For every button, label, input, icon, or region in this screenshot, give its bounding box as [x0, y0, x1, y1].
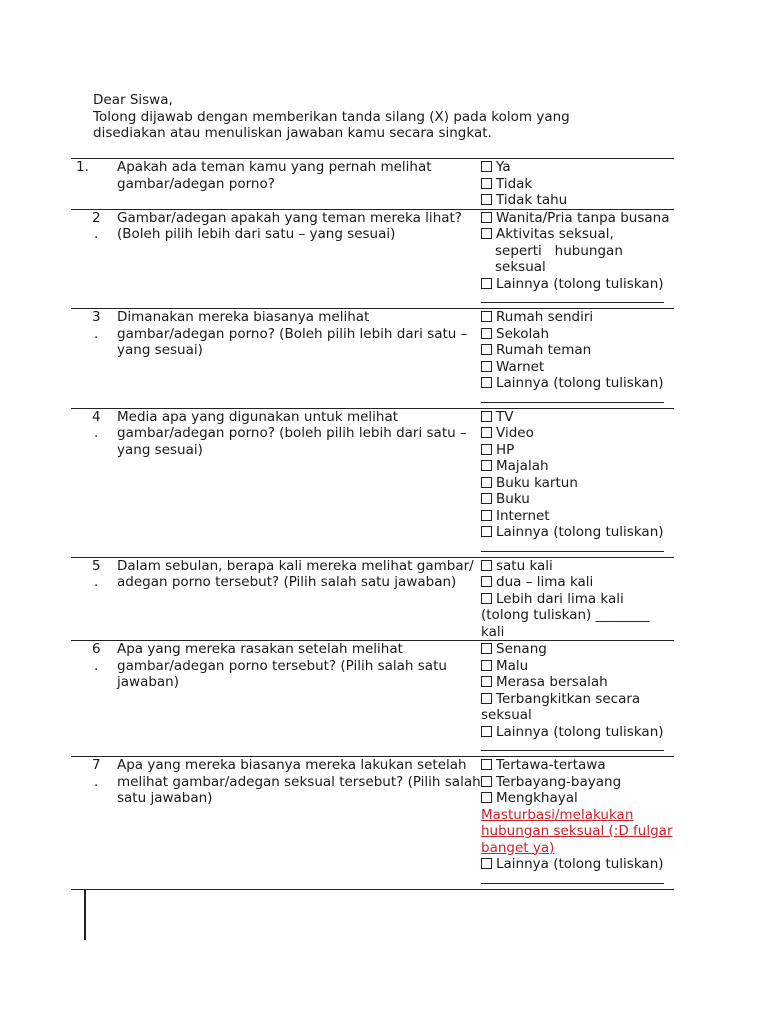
checkbox-icon[interactable] — [481, 328, 492, 339]
checkbox-icon[interactable] — [481, 526, 492, 537]
checkbox-icon[interactable] — [481, 858, 492, 869]
option-checkbox[interactable]: Tidak — [481, 176, 674, 193]
write-in-field[interactable]: (tolong tuliskan) ________ kali — [481, 607, 650, 640]
option-checkbox[interactable]: dua – lima kali — [481, 574, 674, 591]
question-row-1 — [71, 159, 674, 210]
checkbox-icon[interactable] — [481, 427, 492, 438]
checkbox-icon[interactable] — [481, 510, 492, 521]
option-checkbox[interactable]: Lainnya (tolong tuliskan) — [481, 375, 674, 392]
checkbox-icon[interactable] — [481, 759, 492, 770]
checkbox-icon[interactable] — [481, 361, 492, 372]
option-checkbox[interactable]: Tertawa-tertawa — [481, 757, 674, 774]
option-checkbox[interactable]: Ya — [481, 159, 674, 176]
question-number: 2 — [92, 209, 101, 226]
option-continuation: seperti hubungan — [495, 242, 623, 259]
questionnaire-table — [71, 158, 674, 890]
option-checkbox[interactable]: Lainnya (tolong tuliskan) — [481, 856, 674, 873]
option-checkbox[interactable]: Rumah sendiri — [481, 309, 674, 326]
question-text: Apa yang mereka rasakan setelah melihat gambar/adegan porno tersebut? (Pilih salah satu jawaban) — [117, 641, 447, 690]
checkbox-icon[interactable] — [481, 576, 492, 587]
question-number: 5 — [92, 557, 101, 574]
question-row-2: 2 . Gambar/adegan apakah yang teman mereka lihat? (Boleh pilih lebih dari satu – yang sesuai) Wanita/Pria tanpa busana Aktivitas seksual, seperti hubungan seksual Lainnya (tolong tuliskan) — [71, 209, 674, 309]
option-checkbox[interactable]: Warnet — [481, 359, 674, 376]
instruction-line-1: Tolong dijawab dengan memberikan tanda silang (X) pada kolom yang — [93, 108, 570, 125]
question-row-6: 6 . Apa yang mereka rasakan setelah melihat gambar/adegan porno tersebut? (Pilih salah satu jawaban) Senang Malu Merasa bersalah Terbangkitkan secara seksual Lainnya (tolong tuliskan) — [71, 641, 674, 757]
write-in-field[interactable] — [481, 740, 664, 751]
question-number: 3 — [92, 309, 101, 325]
option-checkbox[interactable]: Terbayang-bayang — [481, 774, 674, 791]
checkbox-icon[interactable] — [481, 676, 492, 687]
checkbox-icon[interactable] — [481, 493, 492, 504]
option-checkbox[interactable]: Sekolah — [481, 326, 674, 343]
checkbox-icon[interactable] — [481, 411, 492, 422]
question-text: Dalam sebulan, berapa kali mereka melihat gambar/ adegan porno tersebut? (Pilih salah satu jawaban) — [117, 557, 474, 590]
write-in-field[interactable] — [481, 541, 664, 552]
checkbox-icon[interactable] — [481, 194, 492, 205]
write-in-field[interactable] — [481, 873, 664, 884]
option-checkbox[interactable]: Rumah teman — [481, 342, 674, 359]
question-number: 4 — [92, 408, 101, 425]
option-checkbox[interactable]: Wanita/Pria tanpa busana — [481, 210, 674, 227]
option-continuation: seksual — [495, 259, 546, 275]
checkbox-icon[interactable] — [481, 377, 492, 388]
checkbox-icon[interactable] — [481, 477, 492, 488]
checkbox-icon[interactable] — [481, 693, 492, 704]
checkbox-icon[interactable] — [481, 212, 492, 223]
option-checkbox[interactable]: Tidak tahu — [481, 192, 674, 209]
question-text: Apakah ada teman kamu yang pernah melihat gambar/adegan porno? — [117, 159, 432, 192]
checkbox-icon[interactable] — [481, 178, 492, 189]
checkbox-icon[interactable] — [481, 460, 492, 471]
instruction-line-2: disediakan atau menuliskan jawaban kamu secara singkat. — [93, 125, 492, 141]
greeting: Dear Siswa, — [93, 92, 173, 108]
question-text: Gambar/adegan apakah yang teman mereka lihat? (Boleh pilih lebih dari satu – yang sesuai) — [117, 209, 462, 242]
checkbox-icon[interactable] — [481, 726, 492, 737]
checkbox-icon[interactable] — [481, 444, 492, 455]
tracked-change-text: Masturbasi/melakukan hubungan seksual (:D fulgar banget ya) — [481, 806, 673, 856]
checkbox-icon[interactable] — [481, 228, 492, 239]
question-row-4: 4 . Media apa yang digunakan untuk melihat gambar/adegan porno? (boleh pilih lebih dari satu – yang sesuai) TV Video HP Majalah Buku kartun Buku Internet Lainnya (tolong tuliskan) — [71, 408, 674, 557]
checkbox-icon[interactable] — [481, 344, 492, 355]
question-number: 1. — [76, 159, 89, 175]
question-row-3: 3 . Dimanakan mereka biasanya melihat gambar/adegan porno? (Boleh pilih lebih dari satu – yang sesuai) Rumah sendiri Sekolah Rumah teman Warnet Lainnya (tolong tuliskan) — [71, 309, 674, 409]
option-checkbox[interactable]: Majalah — [481, 458, 674, 475]
checkbox-icon[interactable] — [481, 776, 492, 787]
checkbox-icon[interactable] — [481, 660, 492, 671]
intro-block — [93, 92, 653, 142]
option-checkbox[interactable]: TV — [481, 409, 674, 426]
option-checkbox[interactable]: satu kali — [481, 558, 674, 575]
option-checkbox[interactable]: Video — [481, 425, 674, 442]
checkbox-icon[interactable] — [481, 593, 492, 604]
change-bar — [84, 890, 86, 940]
question-row-7: 7 . Apa yang mereka biasanya mereka lakukan setelah melihat gambar/adegan seksual tersebut? (Pilih salah satu jawaban) Tertawa-tertawa Terbayang-bayang Mengkhayal Masturbasi/melakukan hubungan seksual (:D fulgar banget ya) Lainnya (tolong tuliskan) — [71, 757, 674, 890]
question-text: Dimanakan mereka biasanya melihat gambar/adegan porno? (Boleh pilih lebih dari satu – yang sesuai) — [117, 309, 468, 358]
checkbox-icon[interactable] — [481, 311, 492, 322]
option-checkbox[interactable]: Merasa bersalah — [481, 674, 674, 691]
option-checkbox[interactable]: HP — [481, 442, 674, 459]
option-checkbox[interactable]: Malu — [481, 658, 674, 675]
option-checkbox[interactable]: Aktivitas seksual, — [481, 226, 674, 243]
question-number: 7 — [92, 757, 101, 773]
checkbox-icon[interactable] — [481, 560, 492, 571]
option-checkbox[interactable]: Lebih dari lima kali — [481, 591, 674, 608]
checkbox-icon[interactable] — [481, 161, 492, 172]
question-row-5: 5 . Dalam sebulan, berapa kali mereka melihat gambar/ adegan porno tersebut? (Pilih salah satu jawaban) satu kali dua – lima kali Lebih dari lima kali (tolong tuliskan) ________ kali — [71, 557, 674, 641]
write-in-field[interactable] — [481, 392, 664, 403]
option-checkbox[interactable]: Senang — [481, 641, 674, 658]
checkbox-icon[interactable] — [481, 643, 492, 654]
checkbox-icon[interactable] — [481, 792, 492, 803]
option-checkbox[interactable]: Terbangkitkan secara seksual — [481, 690, 641, 723]
checkbox-icon[interactable] — [481, 278, 492, 289]
question-text: Media apa yang digunakan untuk melihat gambar/adegan porno? (boleh pilih lebih dari satu – yang sesuai) — [117, 408, 467, 458]
option-checkbox[interactable]: Buku — [481, 491, 674, 508]
option-checkbox[interactable]: Mengkhayal — [481, 790, 674, 807]
option-checkbox[interactable]: Internet — [481, 508, 674, 525]
question-text: Apa yang mereka biasanya mereka lakukan setelah melihat gambar/adegan seksual tersebut? (Pilih salah satu jawaban) — [117, 757, 481, 806]
write-in-field[interactable] — [481, 292, 664, 303]
option-checkbox[interactable]: Lainnya (tolong tuliskan) — [481, 524, 674, 541]
option-checkbox[interactable]: Lainnya (tolong tuliskan) — [481, 724, 674, 741]
option-checkbox[interactable]: Lainnya (tolong tuliskan) — [481, 276, 674, 293]
option-checkbox[interactable]: Buku kartun — [481, 475, 674, 492]
question-number: 6 — [92, 641, 101, 657]
